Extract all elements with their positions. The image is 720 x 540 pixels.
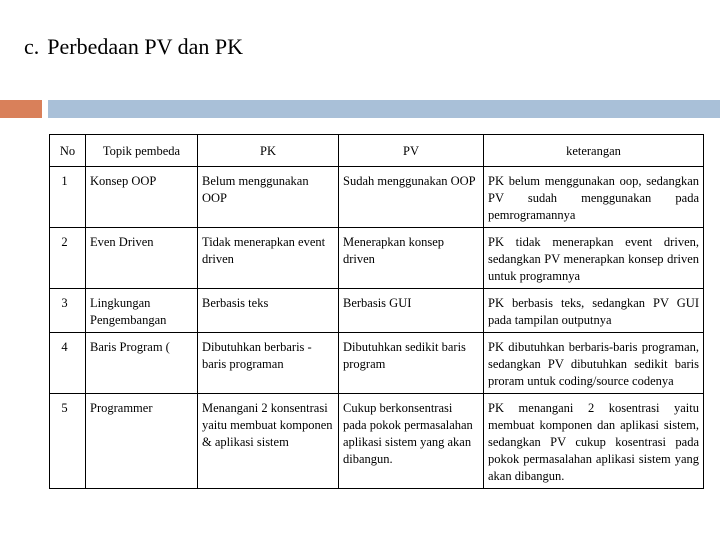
cell-topik: Programmer bbox=[86, 394, 198, 489]
cell-pk: Berbasis teks bbox=[198, 289, 339, 333]
table-row bbox=[50, 333, 704, 394]
cell-keterangan: PK berbasis teks, sedangkan PV GUI pada tampilan outputnya bbox=[484, 289, 704, 333]
table-row bbox=[50, 394, 704, 489]
cell-keterangan: PK dibutuhkan berbaris-baris programan, sedangkan PV dibutuhkan sedikit baris proram untuk coding/source codenya bbox=[484, 333, 704, 394]
table-header-row bbox=[50, 135, 704, 167]
cell-topik: Konsep OOP bbox=[86, 167, 198, 228]
table-row bbox=[50, 228, 704, 289]
cell-pk: Belum menggunakan OOP bbox=[198, 167, 339, 228]
header-bar bbox=[48, 100, 720, 118]
slide-title bbox=[24, 34, 243, 60]
cell-no: 2 bbox=[50, 228, 86, 289]
cell-topik: Baris Program ( bbox=[86, 333, 198, 394]
title-prefix: c. bbox=[24, 34, 40, 59]
table-row bbox=[50, 289, 704, 333]
cell-keterangan: PK tidak menerapkan event driven, sedangkan PV menerapkan konsep driven untuk programnya bbox=[484, 228, 704, 289]
cell-no: 1 bbox=[50, 167, 86, 228]
cell-pk: Menangani 2 konsentrasi yaitu membuat komponen & aplikasi sistem bbox=[198, 394, 339, 489]
cell-keterangan: PK belum menggunakan oop, sedangkan PV sudah menggunakan pada pemrogramannya bbox=[484, 167, 704, 228]
table-row bbox=[50, 167, 704, 228]
header-no: No bbox=[50, 135, 86, 167]
cell-pk: Dibutuhkan berbaris -baris programan bbox=[198, 333, 339, 394]
comparison-table bbox=[49, 134, 704, 489]
cell-no: 5 bbox=[50, 394, 86, 489]
cell-no: 4 bbox=[50, 333, 86, 394]
cell-pv: Cukup berkonsentrasi pada pokok permasalahan aplikasi sistem yang akan dibangun. bbox=[339, 394, 484, 489]
cell-pv: Menerapkan konsep driven bbox=[339, 228, 484, 289]
cell-pv: Berbasis GUI bbox=[339, 289, 484, 333]
header-pv: PV bbox=[339, 135, 484, 167]
title-text: Perbedaan PV dan PK bbox=[47, 34, 243, 59]
cell-pv: Dibutuhkan sedikit baris program bbox=[339, 333, 484, 394]
header-pk: PK bbox=[198, 135, 339, 167]
cell-topik: Even Driven bbox=[86, 228, 198, 289]
cell-no: 3 bbox=[50, 289, 86, 333]
cell-topik: Lingkungan Pengembangan bbox=[86, 289, 198, 333]
header-keterangan: keterangan bbox=[484, 135, 704, 167]
cell-keterangan: PK menangani 2 kosentrasi yaitu membuat komponen dan aplikasi sistem, sedangkan PV cukup kosentrasi pada pokok permasalahan aplikasi sistem yang akan dibangun. bbox=[484, 394, 704, 489]
header-topik: Topik pembeda bbox=[86, 135, 198, 167]
accent-bar bbox=[0, 100, 42, 118]
cell-pv: Sudah menggunakan OOP bbox=[339, 167, 484, 228]
cell-pk: Tidak menerapkan event driven bbox=[198, 228, 339, 289]
